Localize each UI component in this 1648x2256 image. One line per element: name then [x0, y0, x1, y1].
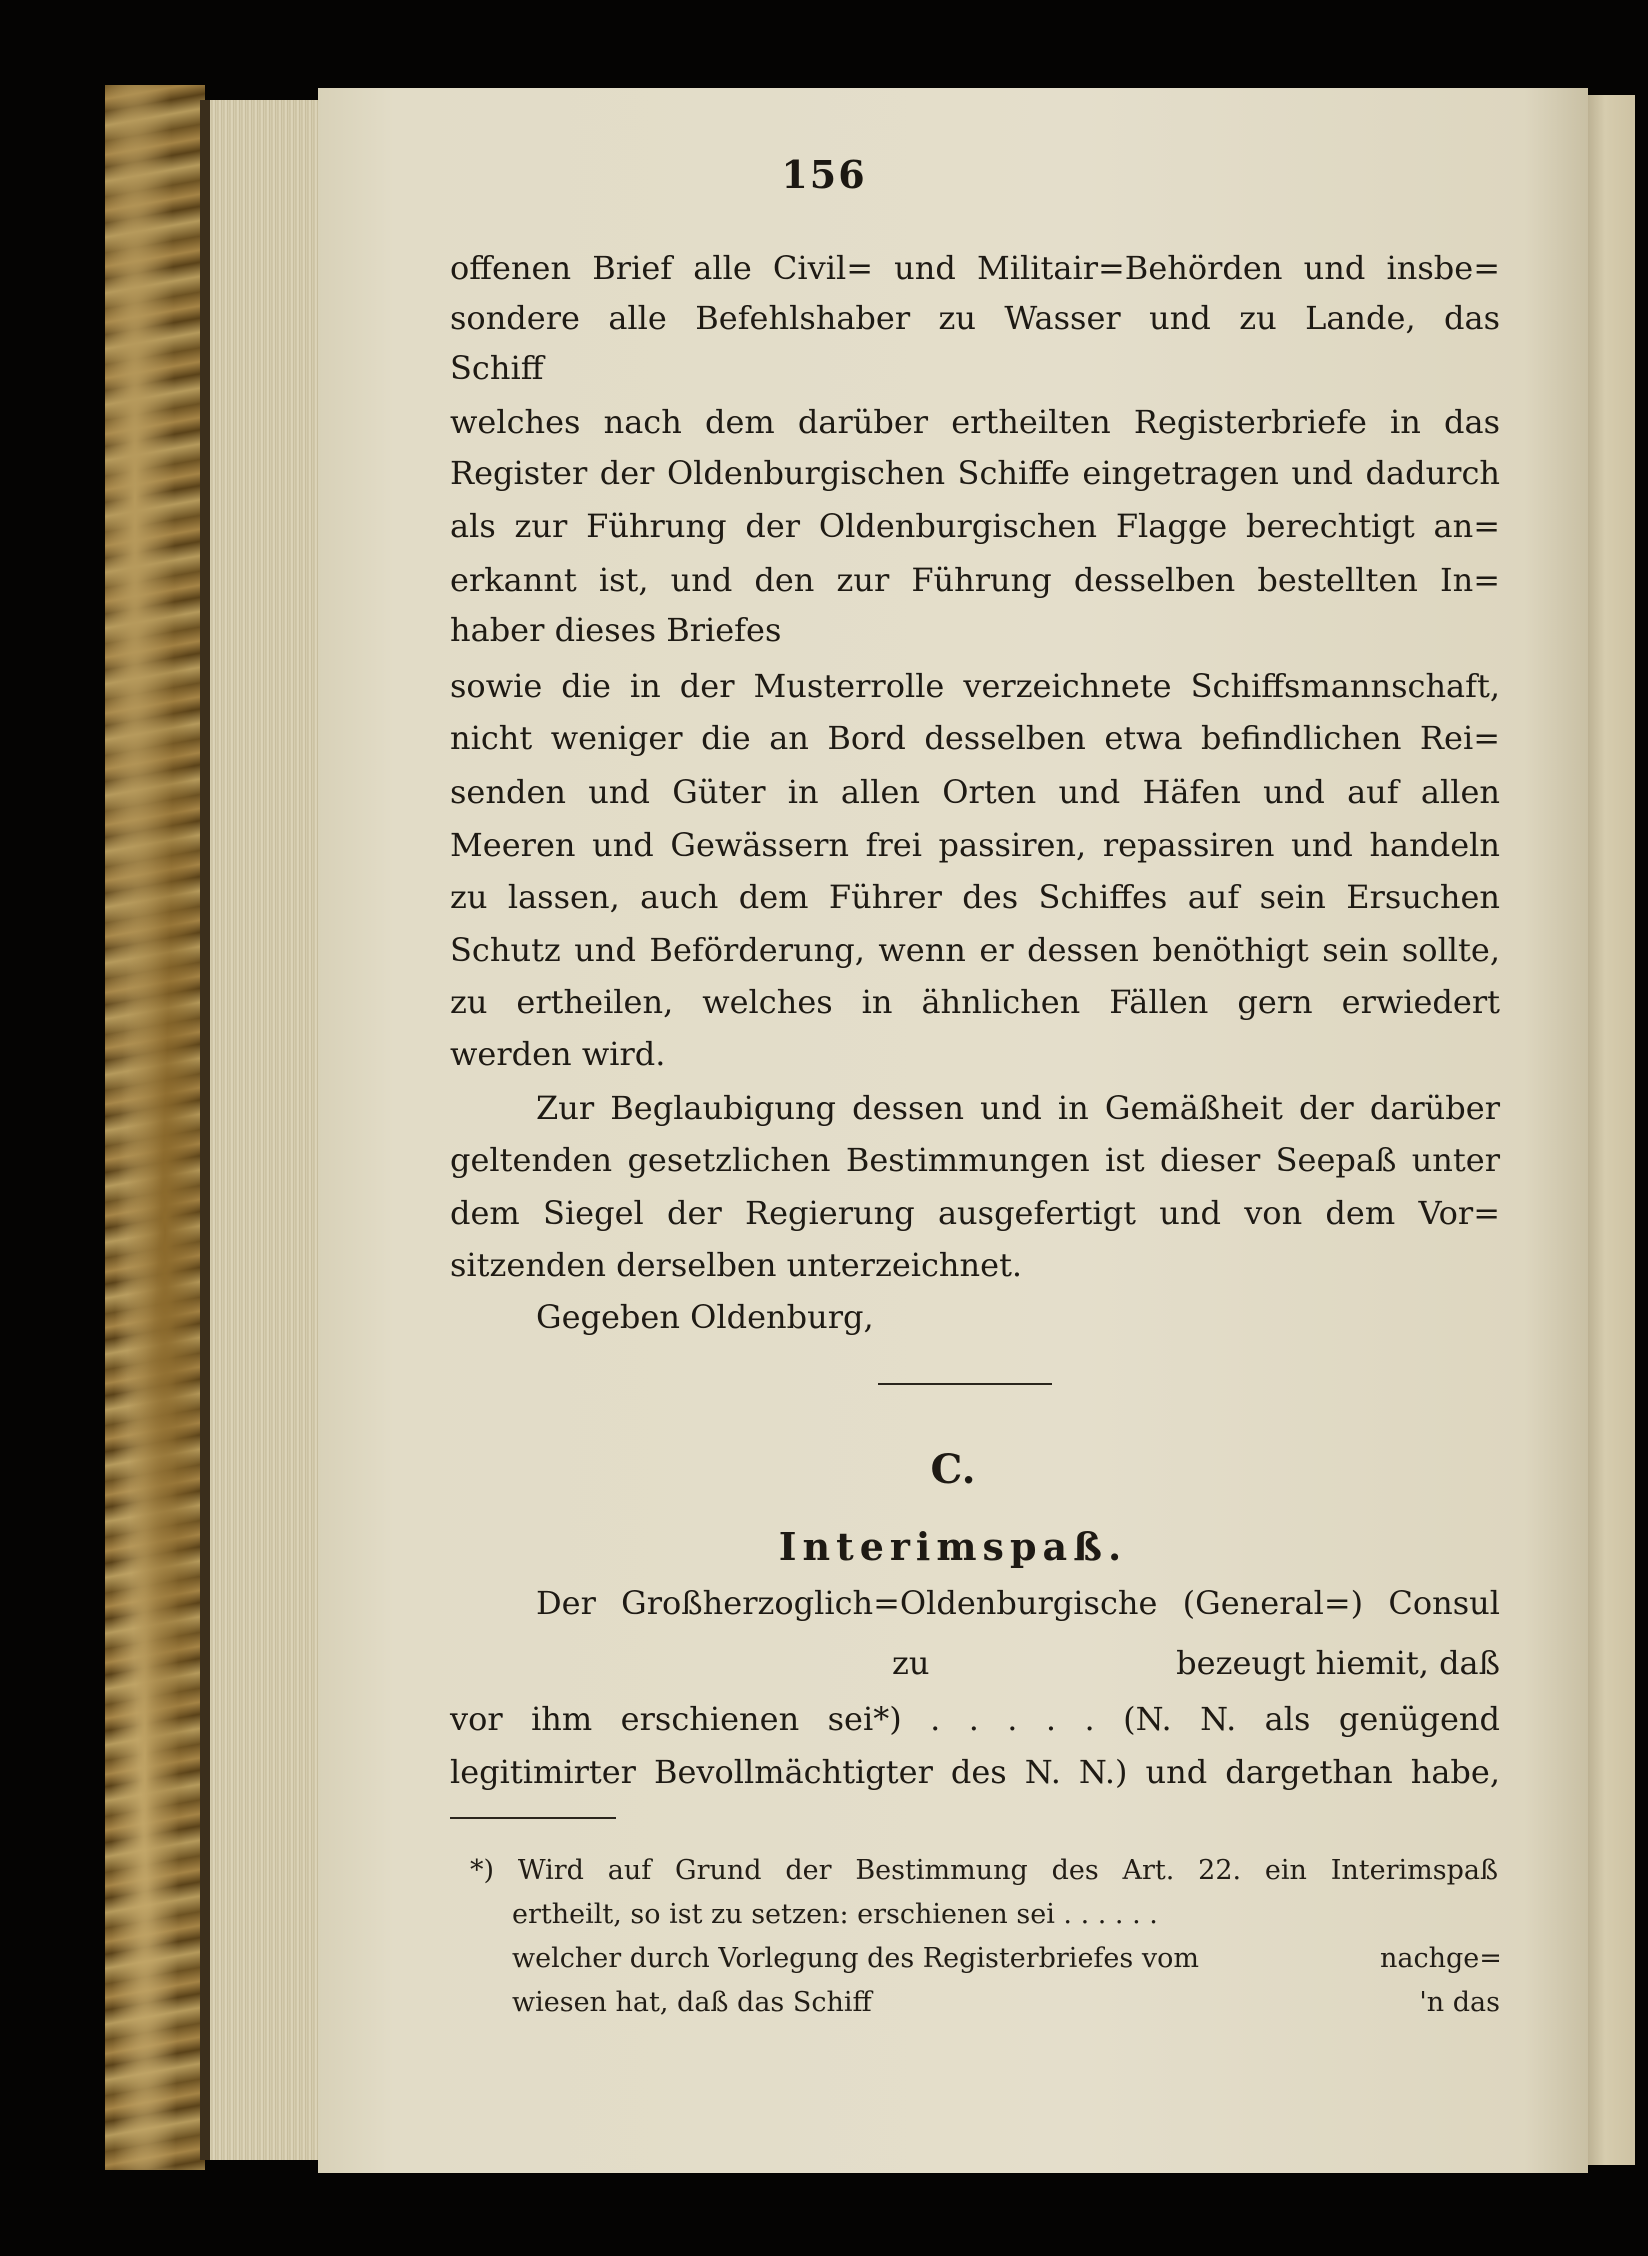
section-letter: C.	[930, 1446, 976, 1493]
text-line: Meeren und Gewässern frei passiren, repassiren und handeln	[450, 826, 1500, 864]
text-line: sitzenden derselben unterzeichnet.	[450, 1246, 1023, 1284]
text-line: zu	[892, 1644, 930, 1682]
text-line: zu lassen, auch dem Führer des Schiffes auf sein Ersuchen	[450, 878, 1500, 916]
text-line: als zur Führung der Oldenburgischen Flagge berechtigt an=	[450, 507, 1500, 545]
footnote-line: wiesen hat, daß das Schiff	[512, 1987, 872, 2018]
footnote-line: welcher durch Vorlegung des Registerbriefes vom	[512, 1943, 1199, 1974]
text-line: Schutz und Beförderung, wenn er dessen benöthigt sein sollte,	[450, 931, 1500, 969]
page-number: 156	[781, 152, 867, 197]
text-line: nicht weniger die an Bord desselben etwa befindlichen Rei=	[450, 719, 1500, 757]
text-line: welches nach dem darüber ertheilten Registerbriefe in das	[450, 403, 1500, 441]
text-line: zu ertheilen, welches in ähnlichen Fällen gern erwiedert	[450, 983, 1500, 1021]
text-line: offenen Brief alle Civil= und Militair=Behörden und insbe=	[450, 249, 1500, 287]
text-line: haber dieses Briefes	[450, 611, 782, 649]
section-divider	[878, 1383, 1052, 1385]
text-line: legitimirter Bevollmächtigter des N. N.) und dargethan habe,	[450, 1753, 1500, 1791]
text-line: vor ihm erschienen sei*) . . . . . (N. N. als genügend	[450, 1700, 1500, 1738]
marbled-cover	[105, 85, 205, 2170]
text-line: sondere alle Befehlshaber zu Wasser und zu Lande, das	[450, 299, 1500, 337]
text-line: geltenden gesetzlichen Bestimmungen ist dieser Seepaß unter	[450, 1141, 1500, 1179]
footnote-line: 'n das	[1419, 1987, 1500, 2018]
text-line: Register der Oldenburgischen Schiffe eingetragen und dadurch	[450, 454, 1500, 492]
given-line: Gegeben Oldenburg,	[536, 1298, 874, 1336]
text-line: sowie die in der Musterrolle verzeichnete Schiffsmannschaft,	[450, 667, 1500, 705]
text-line: Zur Beglaubigung dessen und in Gemäßheit der darüber	[536, 1089, 1500, 1127]
footnote-rule	[450, 1817, 616, 1819]
text-line: dem Siegel der Regierung ausgefertigt und von dem Vor=	[450, 1194, 1500, 1232]
text-line: bezeugt hiemit, daß	[1176, 1644, 1500, 1682]
footnote-line: nachge=	[1380, 1943, 1502, 1974]
footnote-line: ertheilt, so ist zu setzen: erschienen sei . . . . . .	[512, 1899, 1158, 1930]
facing-page-edge	[1585, 95, 1635, 2165]
text-line: Der Großherzoglich=Oldenburgische (General=) Consul	[536, 1584, 1500, 1622]
text-line: erkannt ist, und den zur Führung desselben bestellten In=	[450, 561, 1500, 599]
section-title: Interimspaß.	[778, 1524, 1128, 1569]
text-line: werden wird.	[450, 1035, 666, 1073]
page-edges	[210, 100, 320, 2160]
text-line: senden und Güter in allen Orten und Häfen und auf allen	[450, 773, 1500, 811]
text-line: Schiff	[450, 349, 544, 387]
footnote-line: *) Wird auf Grund der Bestimmung des Art. 22. ein Interimspaß	[470, 1855, 1498, 1886]
